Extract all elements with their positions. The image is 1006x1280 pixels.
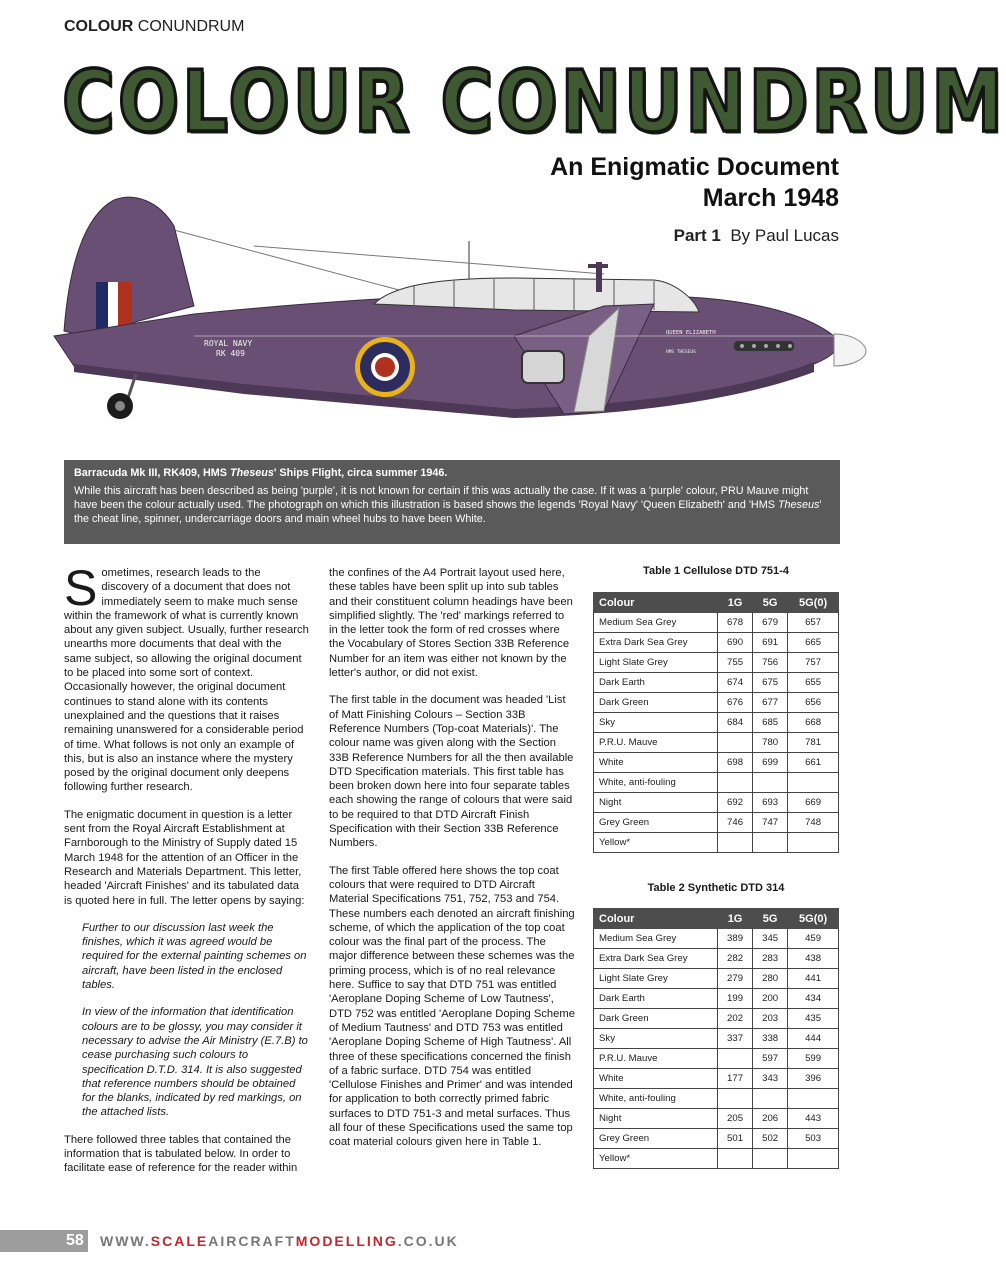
- section-tag-rest: CONUNDRUM: [133, 18, 245, 35]
- table-1-title: Table 1 Cellulose DTD 751-4: [643, 565, 789, 577]
- table-cell: 679: [753, 613, 788, 633]
- paragraph-5: The first table in the document was headed 'List of Matt Finishing Colours – Section 33B Reference Numbers (Top-coat Materials)'. The colour name was given along with the Section 33B Reference Numbers for all the then available DTD Specification materials. This first table has been broken down here into four separate tables each showing the range of colours that were said to be required to that DTD Aircraft Finish Specification with their Section 33B Reference Numbers.: [329, 694, 574, 850]
- table-cell: 343: [753, 1069, 788, 1089]
- table-row: [594, 673, 839, 693]
- table-cell: Extra Dark Sea Grey: [594, 949, 718, 969]
- table-cell: 669: [788, 793, 839, 813]
- table-cell: 434: [788, 989, 839, 1009]
- table-row: [594, 1109, 839, 1129]
- table-cell: 692: [718, 793, 753, 813]
- table-header-cell: 1G: [718, 593, 753, 613]
- caption-title: [74, 466, 830, 480]
- table-cell: 441: [788, 969, 839, 989]
- table-row: [594, 1029, 839, 1049]
- table-2-title: Table 2 Synthetic DTD 314: [647, 882, 785, 894]
- table-row: [594, 773, 839, 793]
- table-cell: 748: [788, 813, 839, 833]
- fuselage-text-1: ROYAL NAVY: [204, 339, 253, 348]
- table-row: [594, 733, 839, 753]
- caption-title-b: ' Ships Flight, circa summer 1946.: [273, 467, 448, 479]
- paragraph-1: [64, 560, 310, 795]
- table-cell: 690: [718, 633, 753, 653]
- table-cell: 677: [753, 693, 788, 713]
- table-cell: Dark Green: [594, 693, 718, 713]
- page-number: 58: [66, 1232, 84, 1249]
- table-cell: 746: [718, 813, 753, 833]
- table-cell: 678: [718, 613, 753, 633]
- table-cell: 597: [753, 1049, 788, 1069]
- table-1: [593, 592, 839, 853]
- table-cell: Medium Sea Grey: [594, 613, 718, 633]
- table-row: [594, 1149, 839, 1169]
- table-cell: 438: [788, 949, 839, 969]
- table-cell: 676: [718, 693, 753, 713]
- table-cell: 698: [718, 753, 753, 773]
- table-row: [594, 1089, 839, 1109]
- table-cell: 693: [753, 793, 788, 813]
- table-row: [594, 793, 839, 813]
- table-cell: [788, 773, 839, 793]
- table-cell: Dark Green: [594, 1009, 718, 1029]
- table-cell: [788, 833, 839, 853]
- table-cell: 501: [718, 1129, 753, 1149]
- table-cell: [753, 1149, 788, 1169]
- table-cell: 503: [788, 1129, 839, 1149]
- table-cell: White, anti-fouling: [594, 1089, 718, 1109]
- table-cell: 389: [718, 929, 753, 949]
- table-cell: [718, 733, 753, 753]
- table-cell: [718, 833, 753, 853]
- table-cell: Yellow*: [594, 1149, 718, 1169]
- illustration-caption: [64, 460, 840, 544]
- table-cell: 283: [753, 949, 788, 969]
- table-2-header-row: [594, 909, 839, 929]
- table-cell: [753, 1089, 788, 1109]
- table-row: [594, 1069, 839, 1089]
- table-cell: 205: [718, 1109, 753, 1129]
- table-cell: 657: [788, 613, 839, 633]
- table-cell: 200: [753, 989, 788, 1009]
- caption-title-a: Barracuda Mk III, RK409, HMS: [74, 467, 231, 479]
- table-row: [594, 989, 839, 1009]
- table-cell: 675: [753, 673, 788, 693]
- paragraph-4: the confines of the A4 Portrait layout used here, these tables have been split up into sub tables and their constituent column headings have been simplified slightly. The 'red' markings referred to in the letter took the form of red crosses where the Vocabulary of Stores Section 33B Reference Number for an item was either not known by the letter's author, or did not exist.: [329, 567, 573, 680]
- table-cell: 755: [718, 653, 753, 673]
- quote-1: Further to our discussion last week the finishes, which it was agreed would be required for the external painting schemes on aircraft, have been listed in the enclosed tables.: [82, 921, 307, 992]
- caption-body-ship: Theseus: [777, 499, 820, 511]
- part-label: Part 1: [673, 226, 721, 245]
- table-cell: 282: [718, 949, 753, 969]
- table-row: [594, 653, 839, 673]
- table-row: [594, 969, 839, 989]
- table-row: [594, 1049, 839, 1069]
- table-cell: 665: [788, 633, 839, 653]
- table-cell: Medium Sea Grey: [594, 929, 718, 949]
- table-row: [594, 613, 839, 633]
- table-cell: Dark Earth: [594, 673, 718, 693]
- table-header-cell: Colour: [594, 593, 718, 613]
- nose-text-1: QUEEN ELIZABETH: [666, 330, 716, 336]
- table-row: [594, 1009, 839, 1029]
- paragraph-1-text: ometimes, research leads to the discovery of a document that does not immediately seem to make much sense within the framework of what is currently known about any given subject. Usually, further research unearths more documents that deal with the same subject, so allowing the original document to be placed into some sort of context. Occasionally however, the original document continues to stand alone with its contents unexplained and the questions that it raises remaining unanswered for a considerable period of time. What follows is not only an example of this, but is also an instance where the mystery posed by the original document only deepens following further research.: [64, 567, 309, 794]
- site-part-a: WWW.: [100, 1233, 151, 1249]
- table-cell: [718, 773, 753, 793]
- table-cell: White: [594, 1069, 718, 1089]
- quote-2: In view of the information that identification colours are to be glossy, you may consider it necessary to advise the Air Ministry (E.7.B) to cease purchasing such colours to specification D.T.D. 314. It is also suggested that reference numbers should be obtained for the blanks, indicated by red markings, on the attached lists.: [82, 1006, 308, 1119]
- table-cell: [788, 1149, 839, 1169]
- table-cell: 338: [753, 1029, 788, 1049]
- table-cell: [753, 833, 788, 853]
- author: By Paul Lucas: [730, 226, 839, 245]
- table-cell: P.R.U. Mauve: [594, 733, 718, 753]
- caption-body-b: ' the cheat line, spinner, undercarriage doors and main wheel hubs to have been White.: [74, 499, 822, 525]
- table-cell: 656: [788, 693, 839, 713]
- table-cell: 203: [753, 1009, 788, 1029]
- table-cell: [788, 1089, 839, 1109]
- table-cell: 691: [753, 633, 788, 653]
- table-header-cell: 1G: [718, 909, 753, 929]
- table-cell: Grey Green: [594, 1129, 718, 1149]
- table-header-cell: 5G(0): [788, 593, 839, 613]
- table-cell: 747: [753, 813, 788, 833]
- table-cell: Sky: [594, 1029, 718, 1049]
- table-row: [594, 929, 839, 949]
- paragraph-6: The first Table offered here shows the top coat colours that were required to DTD Aircraft Material Specifications 751, 752, 753 and 754. These numbers each denoted an aircraft finishing scheme, of which the application of the top coat colour was the final part of the process. The major difference between these schemes was the priming process, which is of no real relevance here. Suffice to say that DTD 751 was entitled 'Aeroplane Doping Scheme of Low Tautness', DTD 752 was entitled 'Aeroplane Doping Scheme of Medium Tautness' and DTD 753 was entitled 'Aeroplane Doping Scheme of High Tautness'. All three of these specifications concerned the finish of a fabric surface. DTD 754 was entitled 'Cellulose Finishes and Primer' and was intended for application to both correctly primed fabric surfaces to DTD 751-3 and metal surfaces. Thus all four of these Specifications used the same top coat material colours given here in Table 1.: [329, 864, 575, 1149]
- dropcap: S: [64, 560, 98, 616]
- table-cell: 435: [788, 1009, 839, 1029]
- table-cell: 699: [753, 753, 788, 773]
- table-row: [594, 949, 839, 969]
- table-cell: Grey Green: [594, 813, 718, 833]
- caption-body-a: While this aircraft has been described as being 'purple', it is not known for certain if this was actually the case. If it was a 'purple' colour, PRU Mauve might have been the colour actually used. The photograph on which this illustration is based shows the legends 'Royal Navy' 'Queen Elizabeth' and 'HMS: [74, 485, 809, 511]
- barracuda-illustration: [44, 186, 864, 436]
- table-header-cell: Colour: [594, 909, 718, 929]
- site-part-b: SCALE: [150, 1233, 209, 1249]
- article-column-2: [329, 566, 575, 1163]
- table-cell: Dark Earth: [594, 989, 718, 1009]
- article-column-1: [64, 560, 310, 1189]
- table-cell: [718, 1089, 753, 1109]
- table-row: [594, 813, 839, 833]
- table-cell: [718, 1049, 753, 1069]
- table-cell: 177: [718, 1069, 753, 1089]
- table-2: [593, 908, 839, 1169]
- table-cell: 756: [753, 653, 788, 673]
- table-header-cell: 5G: [753, 593, 788, 613]
- table-row: [594, 633, 839, 653]
- table-cell: 337: [718, 1029, 753, 1049]
- section-tag-bold: COLOUR: [64, 18, 134, 35]
- website-url: [100, 1232, 459, 1250]
- table-1-header-row: [594, 593, 839, 613]
- table-cell: P.R.U. Mauve: [594, 1049, 718, 1069]
- table-cell: Light Slate Grey: [594, 969, 718, 989]
- nose-text-2: HMS THESEUS: [666, 350, 696, 355]
- table-cell: 780: [753, 733, 788, 753]
- table-cell: Yellow*: [594, 833, 718, 853]
- table-cell: 599: [788, 1049, 839, 1069]
- table-cell: 757: [788, 653, 839, 673]
- table-cell: 199: [718, 989, 753, 1009]
- table-cell: Night: [594, 793, 718, 813]
- table-cell: White, anti-fouling: [594, 773, 718, 793]
- site-part-e: .CO.UK: [397, 1233, 459, 1249]
- subtitle-line-2: March 1948: [702, 184, 839, 212]
- table-cell: [718, 1149, 753, 1169]
- table-cell: 685: [753, 713, 788, 733]
- site-part-d: MODELLING: [295, 1233, 398, 1249]
- table-cell: 655: [788, 673, 839, 693]
- table-cell: 345: [753, 929, 788, 949]
- paragraph-2: The enigmatic document in question is a letter sent from the Royal Aircraft Establishment at Farnborough to the Ministry of Supply dated 15 March 1948 for the attention of an Officer in the Research and Materials Department. This letter, headed 'Aircraft Finishes' and its tabulated data is quoted here in full. The letter opens by saying:: [64, 808, 305, 907]
- table-row: [594, 833, 839, 853]
- site-part-c: AIRCRAFT: [208, 1233, 296, 1249]
- table-cell: Night: [594, 1109, 718, 1129]
- paragraph-3: There followed three tables that contained the information that is tabulated below. In order to facilitate ease of reference for the reader within: [64, 1133, 298, 1175]
- table-cell: 280: [753, 969, 788, 989]
- table-cell: 279: [718, 969, 753, 989]
- table-cell: Sky: [594, 713, 718, 733]
- table-cell: 781: [788, 733, 839, 753]
- subtitle-line-1: An Enigmatic Document: [550, 153, 839, 181]
- table-cell: 684: [718, 713, 753, 733]
- table-cell: 444: [788, 1029, 839, 1049]
- table-header-cell: 5G(0): [788, 909, 839, 929]
- table-cell: Extra Dark Sea Grey: [594, 633, 718, 653]
- table-cell: 661: [788, 753, 839, 773]
- table-cell: 206: [753, 1109, 788, 1129]
- fuselage-text-2: RK 409: [216, 349, 245, 358]
- table-cell: [753, 773, 788, 793]
- table-cell: Light Slate Grey: [594, 653, 718, 673]
- caption-body: [74, 484, 830, 526]
- table-row: [594, 1129, 839, 1149]
- table-cell: 668: [788, 713, 839, 733]
- section-tag: [64, 18, 244, 36]
- table-cell: 396: [788, 1069, 839, 1089]
- table-cell: 202: [718, 1009, 753, 1029]
- table-row: [594, 753, 839, 773]
- caption-title-ship: Theseus: [230, 467, 274, 479]
- table-cell: White: [594, 753, 718, 773]
- table-cell: 459: [788, 929, 839, 949]
- table-row: [594, 693, 839, 713]
- table-header-cell: 5G: [753, 909, 788, 929]
- table-cell: 502: [753, 1129, 788, 1149]
- table-row: [594, 713, 839, 733]
- table-cell: 443: [788, 1109, 839, 1129]
- headline-title: COLOUR CONUNDRUM: [62, 52, 1006, 152]
- table-cell: 674: [718, 673, 753, 693]
